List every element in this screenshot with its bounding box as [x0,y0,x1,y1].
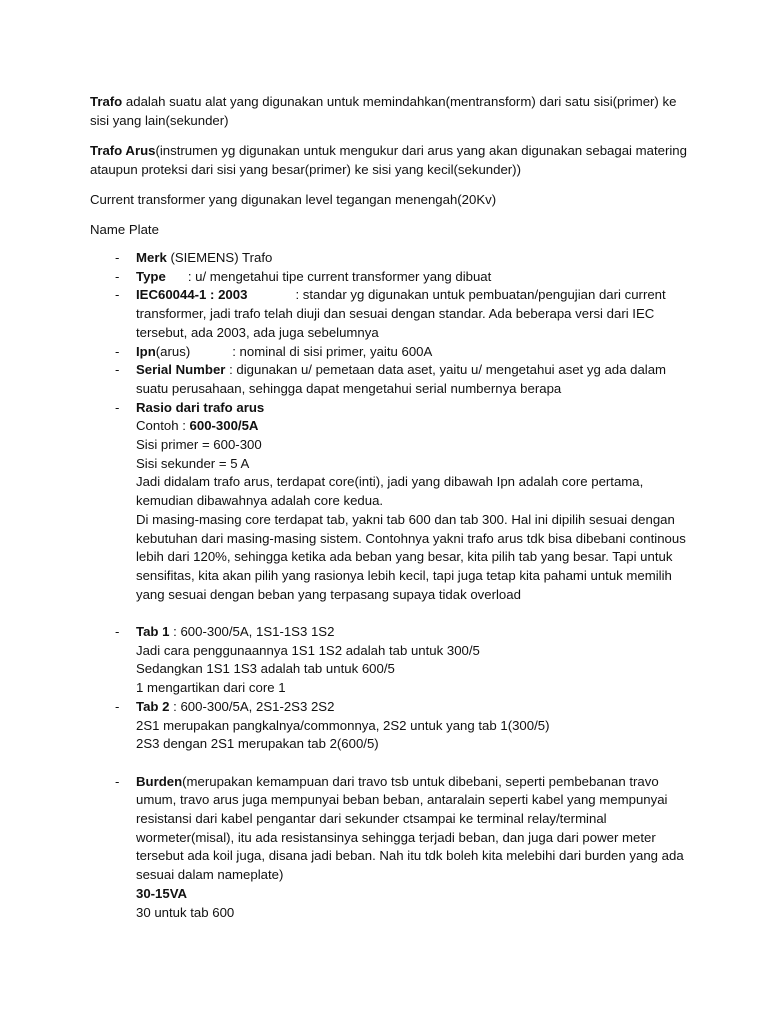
list-item-type [90,268,690,287]
list-line: Di masing-masing core terdapat tab, yakni tab 600 dan tab 300. Hal ini dipilih sesuai dengan [136,511,675,527]
blank-line [136,754,690,773]
contoh-label: Contoh : [136,418,190,434]
list-line: Sedangkan 1S1 1S3 adalah tab untuk 600/5 [136,661,395,677]
list-item-rasio [90,399,690,623]
item-text: : standar yg digunakan untuk pembuatan/pengujian dari current [295,287,666,303]
list-line: wormeter(misal), itu ada resistansinya sehingga terjadi beban, dan juga dari power meter [136,829,656,845]
list-line: resistansi dari kabel pengantar dari sekunder ctsampai ke terminal relay/terminal [136,811,607,827]
list-line: kemudian dibawahnya adalah core kedua. [136,493,384,509]
list-bullet: - [115,343,120,359]
list-bullet: - [115,399,120,415]
list-item-serial-number [90,361,690,398]
list-item-tab-1 [90,623,690,698]
list-line: yang sesuai dengan beban yang terpasang supaya tidak overload [136,586,521,602]
term-tab-2: Tab 2 [136,698,170,714]
list-line [136,286,690,305]
term-tab-1: Tab 1 [136,624,170,640]
list-line: Jadi cara penggunaannya 1S1 1S2 adalah tab untuk 300/5 [136,642,480,658]
list-line [136,268,690,287]
blank-line [136,604,690,623]
item-text: (arus) [155,343,191,359]
term-merk: Merk [136,250,167,265]
nameplate-list [90,249,690,922]
paragraph-trafo-definition [90,92,690,130]
list-line [136,698,690,717]
list-line: 30 untuk tab 600 [136,904,235,920]
list-line: umum, travo arus juga mempunyai beban beban, antaralain seperti kabel yang mempunyai [136,792,668,808]
paragraph-trafo-arus-definition [90,141,690,179]
paragraph-text: adalah suatu alat yang digunakan untuk memindahkan(mentransform) dari satu sisi(primer) ke sisi yang lain(sekunder) [90,94,677,128]
list-item-merk [90,249,690,268]
term-iec: IEC60044-1 : 2003 [136,287,248,303]
term-type: Type [136,268,166,284]
list-line: tersebut ada koil juga, disana jadi beban. Nah itu tdk boleh kita melebihi dari burden yang ada [136,848,684,864]
list-line: Sisi sekunder = 5 A [136,455,250,471]
list-bullet: - [115,698,120,714]
contoh-value: 600-300/5A [189,418,259,434]
burden-va-value: 30-15VA [136,885,188,901]
list-bullet: - [115,362,120,378]
term-trafo-arus: Trafo Arus [90,143,156,158]
list-line: sensifitas, kita akan pilih yang rasionya lebih kecil, tapi juga tetap kita pahami untuk memilih [136,567,672,583]
item-text: (merupakan kemampuan dari travo tsb untuk dibebani, seperti pembebanan travo [182,773,659,789]
list-item-iec [90,286,690,342]
list-item-burden [90,773,690,923]
list-line: Jadi didalam trafo arus, terdapat core(inti), jadi yang dibawah Ipn adalah core pertama, [136,474,644,490]
list-line: transformer, jadi trafo telah diuji dan sesuai dengan standar. Ada beberapa versi dari IEC [136,306,655,322]
list-line: sesuai dalam nameplate) [136,867,284,883]
list-item-tab-2 [90,698,690,773]
list-line: Sisi primer = 600-300 [136,437,262,453]
list-line: tersebut, ada 2003, ada juga sebelumnya [136,324,379,340]
list-line: kebutuhan dari masing-masing sistem. Contohnya yakni trafo arus tdk bisa dibebani continous [136,530,686,546]
paragraph-current-transformer: Current transformer yang digunakan level tegangan menengah(20Kv) [90,192,497,207]
item-text: : 600-300/5A, 2S1-2S3 2S2 [169,698,335,714]
list-line: lebih dari 120%, sehingga ketika ada beban yang besar, kita pilih tab yang besar. Tapi untuk [136,549,673,565]
list-bullet: - [115,624,120,640]
term-burden: Burden [136,773,183,789]
list-line [136,623,690,642]
list-line [136,249,690,268]
list-bullet: - [115,268,120,284]
paragraph-text: (instrumen yg digunakan untuk mengukur dari arus yang akan digunakan sebagai matering ataupun proteksi dari sisi yang besar(primer) ke sisi yang kecil(sekunder)) [90,143,687,177]
item-text: : u/ mengetahui tipe current transformer yang dibuat [187,268,492,284]
list-line [136,343,690,362]
term-rasio: Rasio [136,399,172,415]
heading-name-plate: Name Plate [90,222,159,237]
item-text: : nominal di sisi primer, yaitu 600A [232,343,433,359]
item-text: : digunakan u/ pemetaan data aset, yaitu u/ mengetahui aset yg ada dalam [225,362,667,378]
list-bullet: - [115,287,120,303]
list-line [136,399,690,418]
list-line: 1 mengartikan dari core 1 [136,680,286,696]
term-trafo: Trafo [90,94,123,109]
list-line [136,773,690,792]
item-text: : 600-300/5A, 1S1-1S3 1S2 [169,624,335,640]
list-item-ipn [90,343,690,362]
document-page [90,92,690,922]
list-line [136,417,690,436]
list-bullet: - [115,250,120,265]
list-line [136,361,690,380]
list-line: 2S1 merupakan pangkalnya/commonnya, 2S2 untuk yang tab 1(300/5) [136,717,550,733]
list-line: suatu perusahaan, sehingga dapat mengetahui serial numbernya berapa [136,380,562,396]
list-line: 2S3 dengan 2S1 merupakan tab 2(600/5) [136,736,379,752]
item-text: (SIEMENS) Trafo [166,250,273,265]
term-serial-number: Serial Number [136,362,226,378]
list-bullet: - [115,773,120,789]
term-rasio-rest: dari trafo arus [171,399,265,415]
term-ipn: Ipn [136,343,156,359]
